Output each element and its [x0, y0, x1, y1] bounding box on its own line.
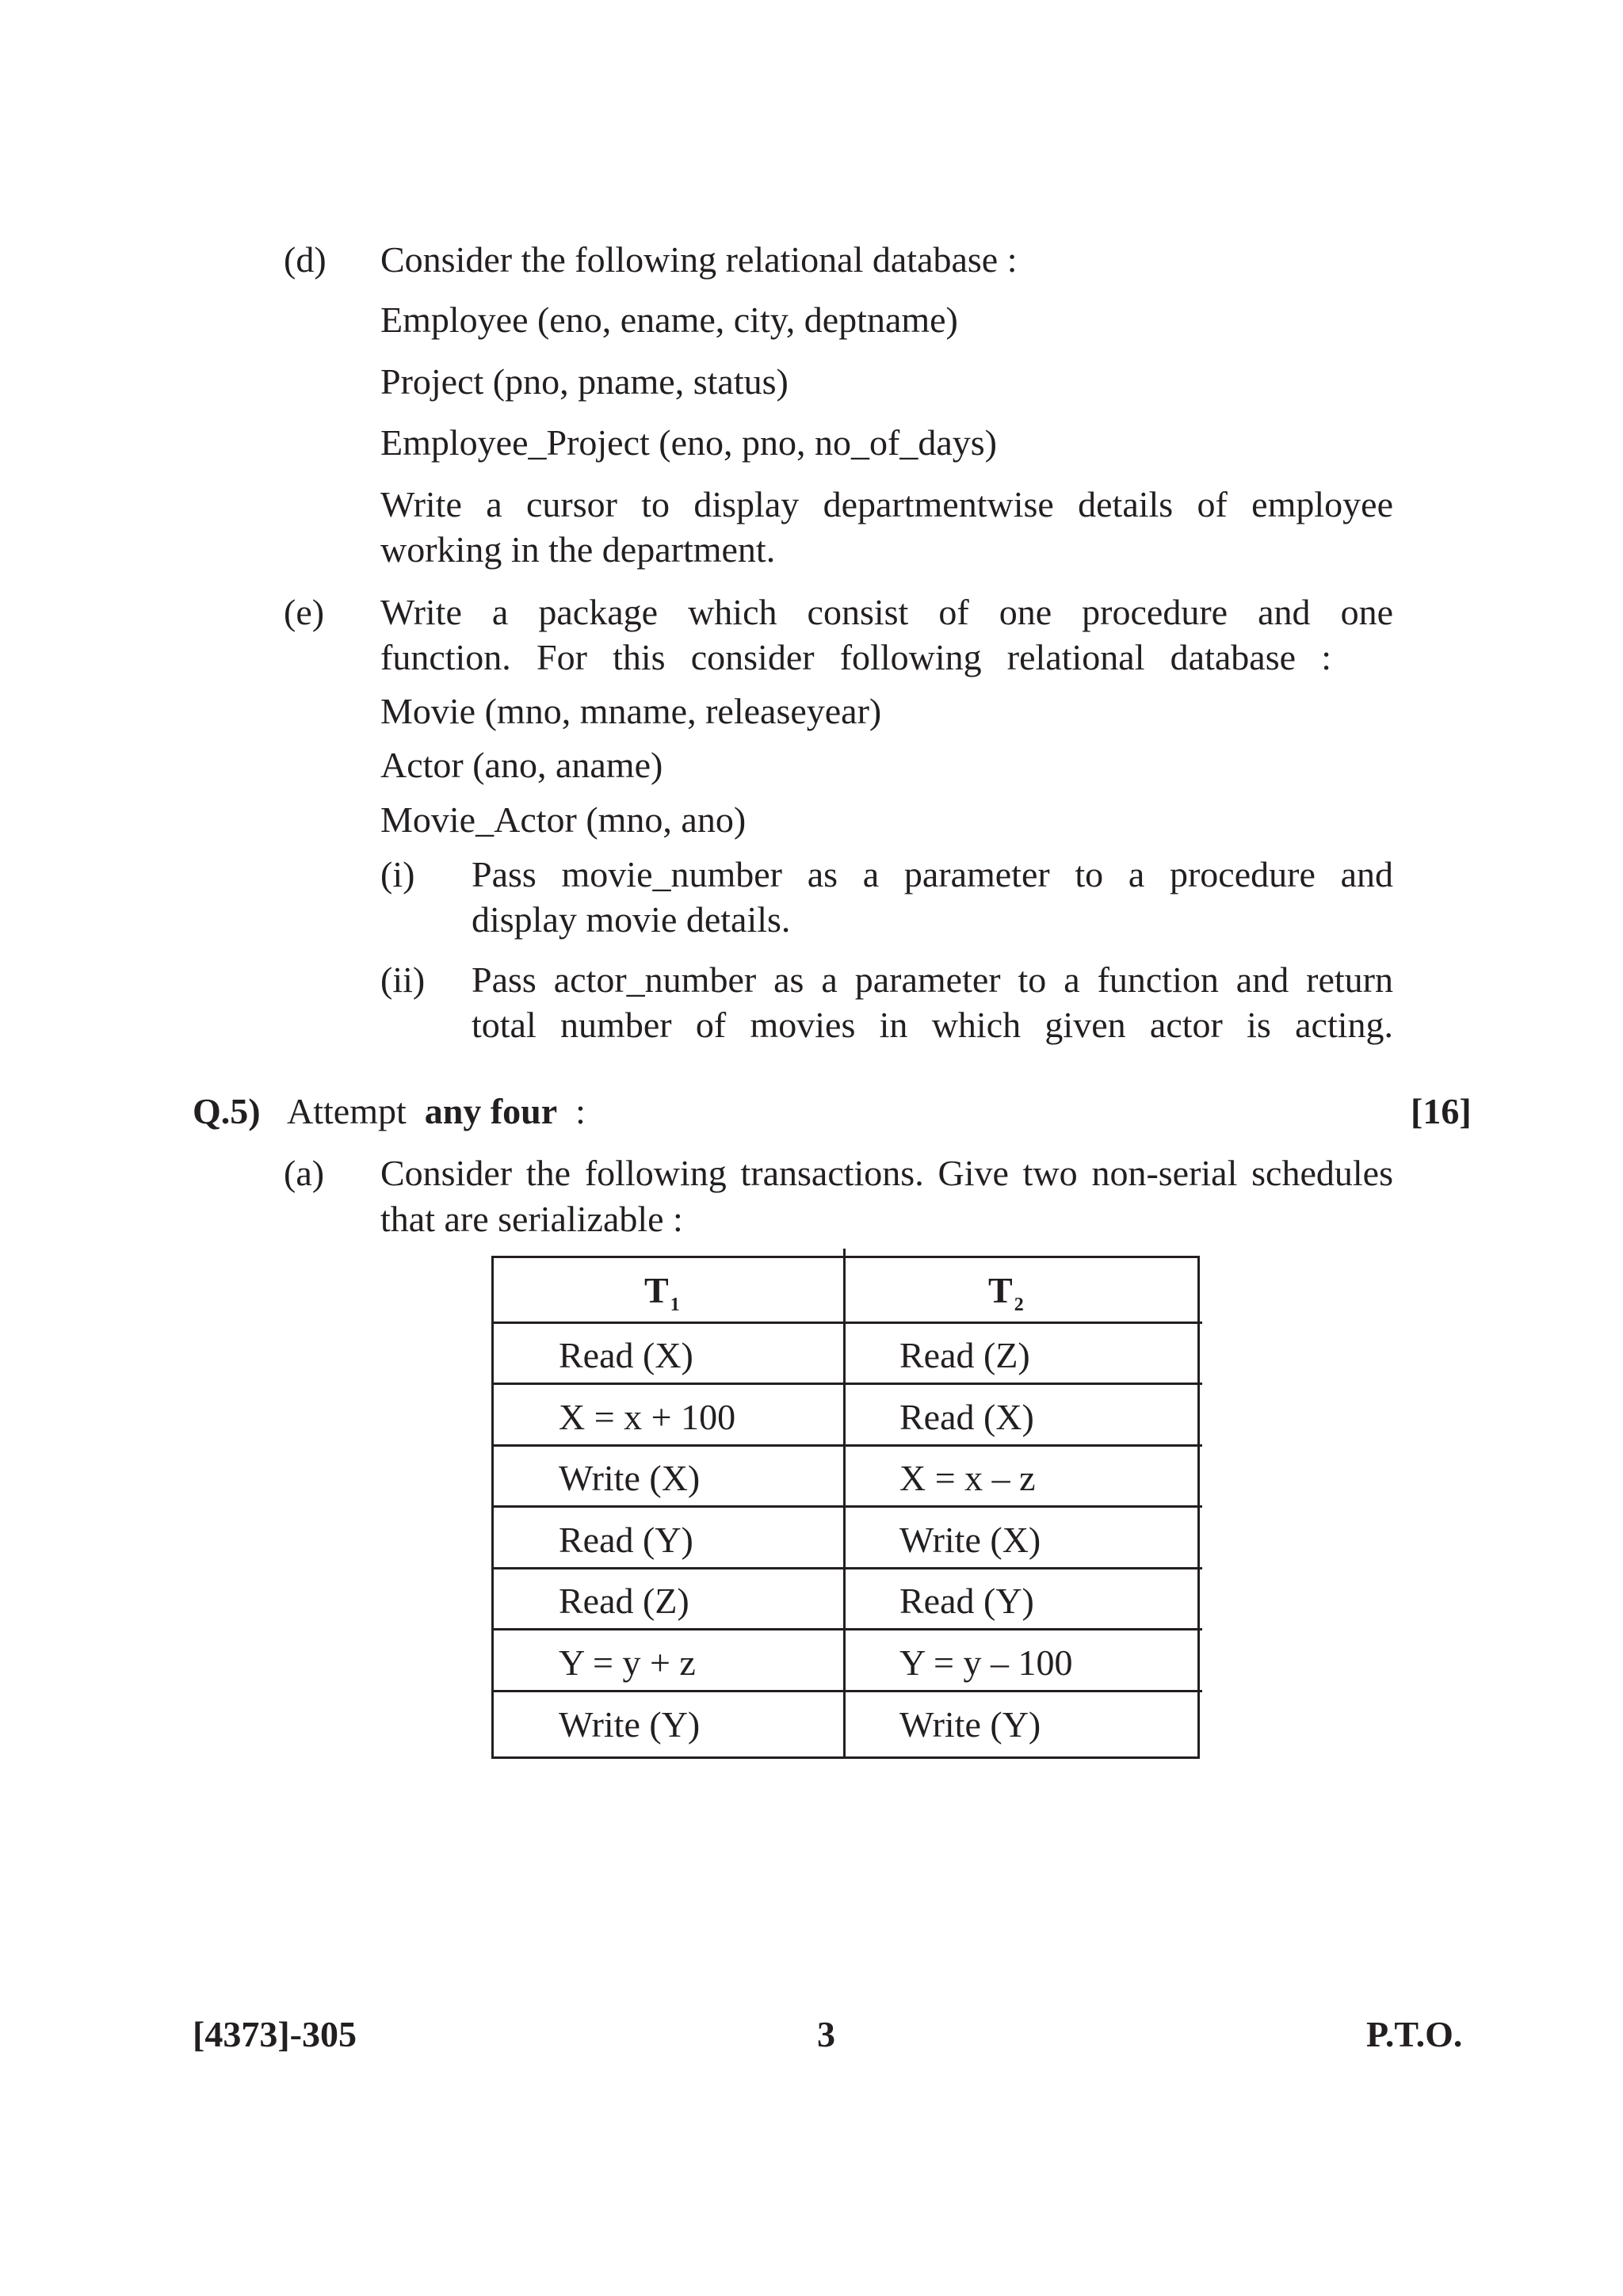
- footer-pto: P.T.O.: [1366, 2014, 1463, 2054]
- part-d-schema-employee-project: Employee_Project (eno, pno, no_of_days): [380, 422, 997, 463]
- table-header-t2: $T_2$: [988, 1270, 1024, 1315]
- table-cell-t1-row2: X = x + 100: [559, 1397, 736, 1437]
- part-e-line2: function. For this consider following relational database :: [380, 637, 1331, 677]
- table-cell-t2-row3: X = x – z: [899, 1458, 1036, 1498]
- q5-heading: [287, 1093, 586, 1130]
- part-e-schema-movie: Movie (mno, mname, releaseyear): [380, 691, 882, 731]
- q5-part-a-label: (a): [284, 1153, 325, 1193]
- transactions-table: [491, 1256, 1200, 1759]
- table-cell-t1-row7: Write (Y): [559, 1704, 701, 1745]
- table-row-divider: [494, 1383, 1202, 1385]
- table-cell-t1-row1: Read (X): [559, 1335, 693, 1375]
- table-cell-t2-row6: Y = y – 100: [899, 1642, 1073, 1683]
- part-e-sub-i-line2: display movie details.: [472, 899, 791, 940]
- part-d-schema-employee: Employee (eno, ename, city, deptname): [380, 299, 958, 340]
- q5-part-a-line2: that are serializable :: [380, 1199, 683, 1239]
- table-cell-t1-row6: Y = y + z: [559, 1642, 696, 1683]
- table-header-t1: $T_1$: [644, 1270, 680, 1315]
- table-row-divider: [494, 1444, 1202, 1447]
- q5-marks: [16]: [1411, 1091, 1472, 1131]
- table-cell-t2-row7: Write (Y): [899, 1704, 1041, 1745]
- table-header-divider: [494, 1322, 1202, 1324]
- table-row-divider: [494, 1690, 1202, 1692]
- part-d-task-line2: working in the department.: [380, 529, 776, 570]
- table-cell-t1-row5: Read (Z): [559, 1581, 689, 1621]
- footer-paper-code: [4373]-305: [193, 2014, 357, 2054]
- part-e-label: (e): [284, 592, 325, 632]
- part-e-sub-ii-label: (ii): [380, 959, 426, 1000]
- part-d-intro: Consider the following relational database :: [380, 239, 1018, 280]
- part-e-sub-ii-line1: Pass actor_number as a parameter to a function and return: [472, 959, 1393, 1000]
- part-e-schema-movie-actor: Movie_Actor (mno, ano): [380, 799, 747, 840]
- part-d-label: (d): [284, 239, 327, 280]
- table-row-divider: [494, 1505, 1202, 1508]
- table-cell-t2-row5: Read (Y): [899, 1581, 1034, 1621]
- part-e-sub-i-line1: Pass movie_number as a parameter to a procedure and: [472, 854, 1393, 894]
- q5-any-four: any four: [424, 1091, 558, 1131]
- table-cell-t2-row1: Read (Z): [899, 1335, 1030, 1375]
- part-e-line1: Write a package which consist of one procedure and one: [380, 592, 1393, 632]
- q5-number: Q.5): [193, 1091, 261, 1131]
- table-cell-t2-row4: Write (X): [899, 1520, 1041, 1560]
- table-row-divider: [494, 1628, 1202, 1630]
- q5-attempt: Attempt: [287, 1091, 407, 1131]
- table-column-divider: [843, 1249, 846, 1756]
- q5-colon: :: [575, 1091, 586, 1131]
- footer-page-number: 3: [817, 2014, 835, 2054]
- table-cell-t2-row2: Read (X): [899, 1397, 1034, 1437]
- q5-part-a-line1: Consider the following transactions. Give two non-serial schedules: [380, 1153, 1393, 1193]
- table-cell-t1-row3: Write (X): [559, 1458, 701, 1498]
- table-cell-t1-row4: Read (Y): [559, 1520, 693, 1560]
- part-e-sub-ii-line2: total number of movies in which given actor is acting.: [472, 1005, 1393, 1045]
- part-d-schema-project: Project (pno, pname, status): [380, 361, 789, 402]
- part-d-task-line1: Write a cursor to display departmentwise details of employee: [380, 484, 1393, 524]
- table-row-divider: [494, 1567, 1202, 1569]
- part-e-sub-i-label: (i): [380, 854, 415, 894]
- part-e-schema-actor: Actor (ano, aname): [380, 745, 663, 785]
